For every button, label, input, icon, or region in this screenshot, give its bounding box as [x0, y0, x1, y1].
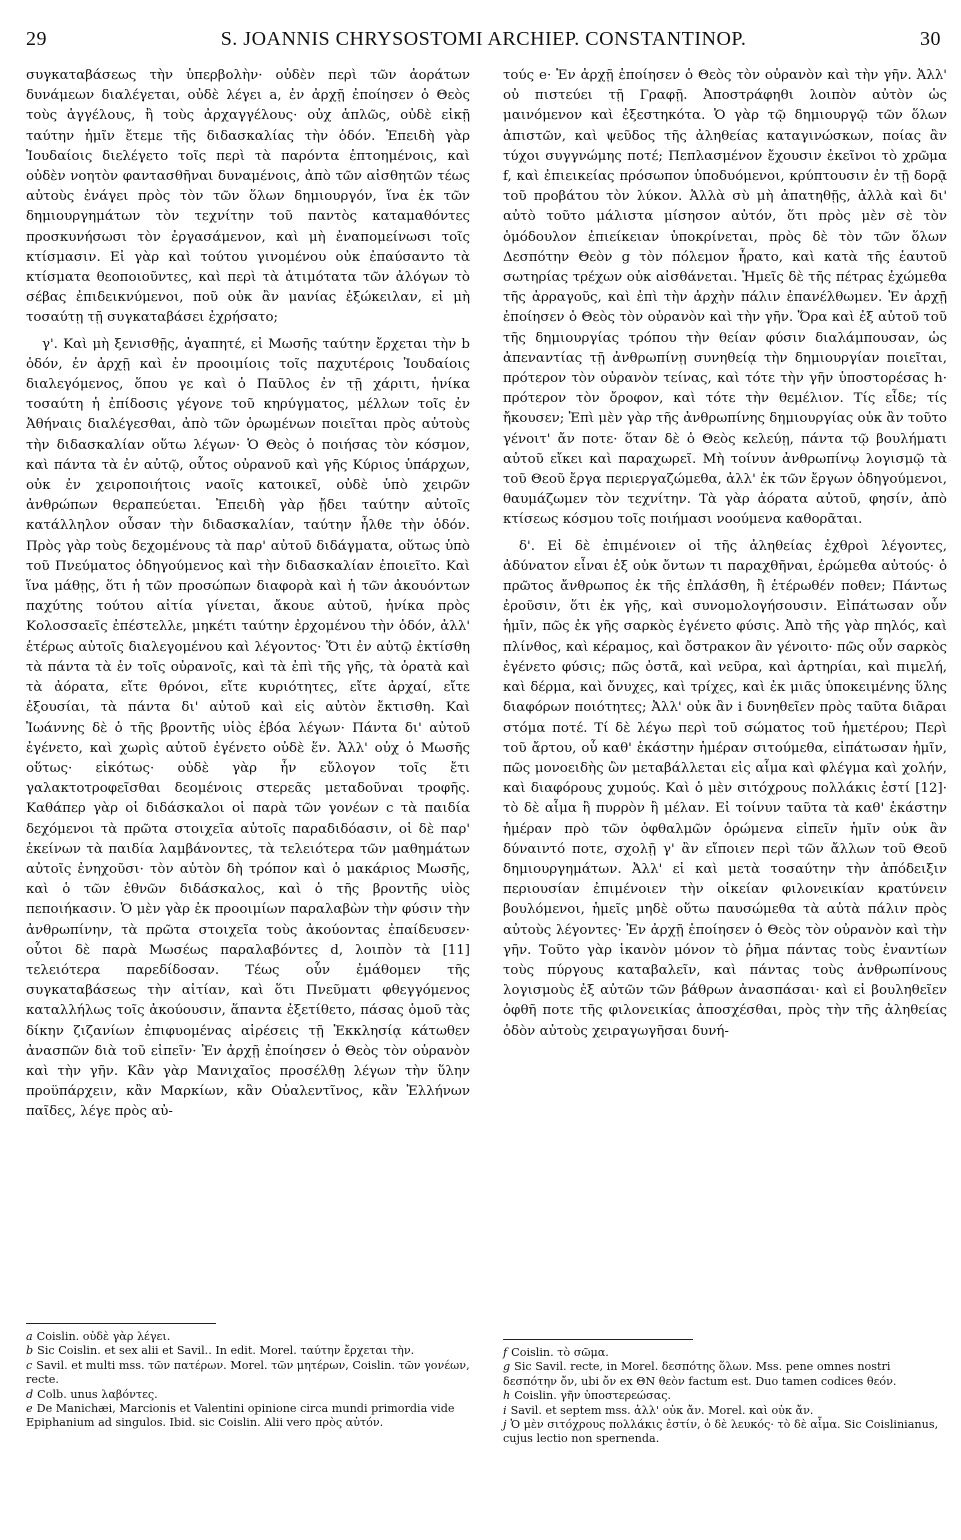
footnote-mark: g	[503, 1360, 511, 1374]
right-paragraph: δ'. Εἰ δὲ ἐπιμένοιεν οἱ τῆς ἀληθείας ἐχθροὶ λέγοντες, ἀδύνατον εἶναι ἐξ οὐκ ὄντων τι παραχθῆναι, ἐρώμεθα αὐτούς· ὁ πρῶτος ἄνθρωπος ἐκ τῆς ἐπλάσθη, ἢ ἑτέρωθέν ποθεν; Πάντως ἐροῦσιν, ὅτι ἐκ γῆς, καὶ συνομολογήσουσιν. Εἰπάτωσαν οὖν ἡμῖν, πῶς ἐκ γῆς σαρκὸς ἐγένετο φύσις. Ἀπὸ τῆς γὰρ πηλός, καὶ πλίνθος, καὶ κέραμος, καὶ ὄστρακον ἂν γένοιτο· πῶς οὖν σαρκὸς ἐγένετο φύσις; πῶς ὀστᾶ, καὶ νεῦρα, καὶ ἀρτηρίαι, καὶ πιμελή, καὶ δέρμα, καὶ ὄνυχες, καὶ τρίχες, καὶ ἐκ μιᾶς ὑποκειμένης ὕλης διαφόρων ποιότητες; Ἀλλ' οὐκ ἂν i δυνηθεῖεν πρὸς ταῦτα διᾶραι στόμα ποτέ. Τί δὲ λέγω περὶ τοῦ σώματος τοῦ ἡμετέρου; Περὶ τοῦ ἄρτου, οὗ καθ' ἑκάστην ἡμέραν σιτούμεθα, εἰπάτωσαν ἡμῖν, πῶς μονοειδὴς ὢν μεταβάλλεται εἰς αἷμα καὶ φλέγμα καὶ χολήν, καὶ διαφόρους χυμούς. Καὶ ὁ μὲν σιτόχρους πολλάκις ἐστί [12]· τὸ δὲ αἷμα ἢ πυρρὸν ἢ μέλαν. Εἰ τοίνυν ταῦτα τὰ καθ' ἑκάστην ἡμέραν πρὸ τῶν ὀφθαλμῶν ὁρώμενα εἰπεῖν ἡμῖν οὐκ ἂν δύναιντό ποτε, σχολῇ γ' ἂν εἴποιεν περὶ τῶν ἄλλων τοῦ Θεοῦ δημιουργημάτων. Ἀλλ' εἰ καὶ μετὰ τοσαύτην τὴν ἀπόδειξιν περιουσίαν ἐπιμένοιεν τὴν οἰκείαν φιλονεικίαν κρατύνειν βουλόμενοι, ἡμεῖς μηδὲ οὕτω παυσώμεθα τὰ αὐτὰ πάλιν πρὸς αὐτοὺς λέγοντες· Ἐν ἀρχῇ ἐποίησεν ὁ Θεὸς τὸν οὐρανὸν καὶ τὴν γῆν. Τοῦτο γὰρ ἱκανὸν μόνον τὸ ῥῆμα πάντας τοὺς ἐναντίων τοὺς πύργους καταβαλεῖν, καὶ πάντας τοὺς ἀνθρωπίνους λογισμοὺς ἐξ αὐτῶν τῶν βάθρων ἀνασπάσαι· καὶ εἰ βουληθεῖεν ὀφθῆ ποτε τῆς φιλονεικίας ἀποσχέσθαι, πρὸς τὴν τῆς ἀληθείας ὁδὸν αὐτοὺς χειραγωγῆσαι δυνή-	[503, 538, 947, 1039]
footnote-text: Colb. unus λαβόντες.	[37, 1387, 158, 1401]
footnote	[26, 1359, 476, 1388]
page-number-right: 30	[920, 28, 941, 50]
footnote-mark: i	[503, 1403, 507, 1417]
footnote	[503, 1360, 947, 1389]
footnote-mark: c	[26, 1358, 33, 1372]
page-number-left: 29	[26, 28, 47, 50]
footnote-mark: a	[26, 1330, 33, 1343]
footnote-mark: j	[503, 1418, 507, 1432]
footnote	[503, 1389, 947, 1403]
footnote	[26, 1388, 476, 1402]
footnotes-right	[503, 1346, 947, 1447]
footnote	[503, 1346, 947, 1360]
footnote-rule-left	[26, 1323, 216, 1324]
footnote-mark: e	[26, 1402, 33, 1416]
footnote	[26, 1330, 476, 1344]
right-paragraph: τούς e· Ἐν ἀρχῇ ἐποίησεν ὁ Θεὸς τὸν οὐρανὸν καὶ τὴν γῆν. Ἀλλ' οὐ πιστεύει τῇ Γραφῇ. Ἀποστράφηθι λοιπὸν αὐτὸν ὡς μαινόμενον καὶ ἐξεστηκότα. Ὁ γὰρ τῷ δημιουργῷ τῶν ὅλων ἀπιστῶν, καὶ ψεῦδος τῆς ἀληθείας καταγινώσκων, ποίας ἂν τύχοι συγγνώμης ποτέ; Πεπλασμένον ἔχουσιν ἐκεῖνοι τὸ χρῶμα f, καὶ ἐπιεικείας πρόσωπον ὑποδυόμενοι, κρύπτουσιν ἐν τῇ δορᾷ τοῦ προβάτου τὸν λύκον. Ἀλλὰ σὺ μὴ ἀπατηθῇς, ἀλλὰ καὶ δι' αὐτὸ τοῦτο μάλιστα μίσησον αὐτόν, ὅτι πρὸς μὲν σὲ τὸν ὁμόδουλον ἐπιείκειαν ὑποκρίνεται, πρὸς δὲ τὸν τῶν ὅλων Δεσπότην Θεὸν g τὸν πόλεμον ἦρατο, καὶ κατὰ τῆς ἑαυτοῦ σωτηρίας τρέχων οὐκ αἰσθάνεται. Ἡμεῖς δὲ τῆς πέτρας ἐχώμεθα τῆς ἀρραγοῦς, καὶ ἐπὶ τὴν ἀρχὴν πάλιν ἐπανέλθωμεν. Ἐν ἀρχῇ ἐποίησεν ὁ Θεὸς τὸν οὐρανὸν καὶ τὴν γῆν. Ὅρα καὶ ἐξ αὐτοῦ τοῦ τῆς δημιουργίας τρόπου τὴν θείαν φύσιν διαλάμπουσαν, ὡς ἀπεναντίας τῇ ἀνθρωπίνῃ συνηθείᾳ τὴν δημιουργίαν ποιεῖται, πρότερον τὸν οὐρανὸν τείνας, καὶ τότε τὴν γῆν ὑποστορέσας h· πρότερον τὸν ὄροφον, καὶ τότε τὴν θεμέλιον. Τίς εἶδε; τίς ἤκουσεν; Ἐπὶ μὲν γὰρ τῆς ἀνθρωπίνης δημιουργίας οὐκ ἂν τοῦτο γένοιτ' ἄν ποτε· ὅταν δὲ ὁ Θεὸς κελεύῃ, πάντα τῷ βουλήματι αὐτοῦ εἴκει καὶ παραχωρεῖ. Μὴ τοίνυν ἀνθρωπίνῳ λογισμῷ τὰ τοῦ Θεοῦ ἔργα περιεργαζώμεθα, ἀλλ' ἐκ τῶν ἔργων ὁδηγούμενοι, θαυμάζωμεν τὸν τεχνίτην. Τὰ γὰρ ἀόρατα αὐτοῦ, φησίν, ἀπὸ κτίσεως κόσμου τοῖς ποιήμασι νοούμενα καθορᾶται.	[503, 68, 947, 528]
footnote-rule-right	[503, 1339, 693, 1340]
right-column	[503, 66, 947, 1322]
footnote-text: Sic Coislin. et sex alii et Savil.. In edit. Morel. ταύτην ἔρχεται τὴν.	[37, 1344, 415, 1358]
footnote-mark: b	[26, 1344, 34, 1358]
footnote	[26, 1402, 476, 1431]
footnote-text: Coislin. οὐδὲ γὰρ λέγει.	[36, 1330, 171, 1343]
footnote-text: Sic Savil. recte, in Morel. δεσπότης ὅλων. Mss. pene omnes nostri δεσπότην ὄν, ubi ὄν ex ΘΝ θεὸν factum est. Duo tamen codices θεόν.	[503, 1360, 897, 1388]
running-title: S. JOANNIS CHRYSOSTOMI ARCHIEP. CONSTANTINOP.	[220, 28, 747, 50]
footnote-mark: d	[26, 1387, 34, 1401]
footnote-text: Savil. et multi mss. τῶν πατέρων. Morel. τῶν μητέρων, Coislin. τῶν γονέων, recte.	[26, 1358, 470, 1387]
footnote-mark: h	[503, 1389, 511, 1403]
footnote-text: De Manichæi, Marcionis et Valentini opinione circa mundi primordia vide Epiphanium ad singulos. Ibid. sic Coislin. Alii vero πρὸς αὐτόν.	[26, 1402, 455, 1430]
running-header	[26, 28, 941, 56]
footnote-text: Savil. et septem mss. ἀλλ' οὐκ ἄν. Morel. καὶ οὐκ ἄν.	[510, 1403, 814, 1417]
footnote	[26, 1344, 476, 1358]
left-paragraph: γ'. Καὶ μὴ ξενισθῇς, ἀγαπητέ, εἰ Μωσῆς ταύτην ἔρχεται τὴν b ὁδόν, ἐν ἀρχῇ καὶ ἐν προοιμίοις τοῖς παχυτέροις Ἰουδαίοις διαλεγόμενος, ὅπου γε καὶ ὁ Παῦλος ἐν τῇ χάριτι, ἡνίκα τοσαύτη ἡ ἐπίδοσις γέγονε τοῦ κηρύγματος, μέλλων τοῖς ἐν Ἀθήναις διαλέγεσθαι, ἀπὸ τῶν ὁρωμένων ποιεῖται πρὸς αὐτοὺς τὴν διδασκαλίαν οὕτω λέγων· Ὁ Θεὸς ὁ ποιήσας τὸν κόσμον, καὶ πάντα τὰ ἐν αὐτῷ, οὗτος οὐρανοῦ καὶ γῆς Κύριος ὑπάρχων, οὐκ ἐν χειροποιήτοις ναοῖς κατοικεῖ, οὐδὲ ὑπὸ χειρῶν ἀνθρώπων θεραπεύεται. Ἐπειδὴ γὰρ ᾔδει ταύτην αὐτοῖς κατάλληλον οὖσαν τὴν διδασκαλίαν, ταύτην ἦλθε τὴν ὁδόν. Πρὸς γὰρ τοὺς δεχομένους τὰ παρ' αὐτοῦ διδάγματα, οὕτως ὑπὸ τοῦ Πνεύματος ὁδηγούμενος καὶ τὴν διδασκαλίαν ἐποιεῖτο. Καὶ ἵνα μάθῃς, ὅτι ἡ τῶν προσώπων διαφορὰ καὶ ἡ τῶν ἀκουόντων παχύτης τούτου αἰτία γίνεται, ἄκουε αὐτοῦ, ἡνίκα πρὸς Κολοσσαεῖς ἐπέστελλε, μηκέτι ταύτην ἐρχομένου τὴν ὁδόν, ἀλλ' ἑτέρως αὐτοῖς διαλεγομένου καὶ λέγοντος· Ὅτι ἐν αὐτῷ ἐκτίσθη τὰ πάντα τὰ ἐν τοῖς οὐρανοῖς, καὶ τὰ ἐπὶ τῆς γῆς, τὰ ὁρατὰ καὶ τὰ ἀόρατα, εἴτε θρόνοι, εἴτε κυριότητες, εἴτε ἀρχαί, εἴτε ἐξουσίαι, τὰ πάντα δι' αὐτοῦ καὶ εἰς αὐτὸν ἔκτισθη. Καὶ Ἰωάννης δὲ ὁ τῆς βροντῆς υἱὸς ἐβόα λέγων· Πάντα δι' αὐτοῦ ἐγένετο, καὶ χωρὶς αὐτοῦ ἐγένετο οὐδὲ ἕν. Ἀλλ' οὐχ ὁ Μωσῆς οὕτως· εἰκότως· οὐδὲ γὰρ ἦν εὔλογον τοῖς ἔτι γαλακτοτροφεῖσθαι δεομένοις στερεᾶς μεταδοῦναι τροφῆς. Καθάπερ γὰρ οἱ διδάσκαλοι οἱ παρὰ τῶν γονέων c τὰ παιδία δεχόμενοι τὰ πρῶτα στοιχεῖα αὐτοῖς παραδιδόασιν, οἱ δὲ παρ' ἐκείνων τὰ παιδία λαμβάνοντες, τὰ τελειότερα τῶν μαθημάτων αὐτοῖς ἐνηχοῦσι· τὸν αὐτὸν δὴ τρόπον καὶ ὁ μακάριος Μωσῆς, καὶ ὁ τῶν ἐθνῶν διδάσκαλος, καὶ ὁ τῆς βροντῆς υἱὸς πεποιήκασιν. Ὁ μὲν γὰρ ἐκ προοιμίων παραλαβὼν τὴν φύσιν τὴν ἀνθρωπίνην, τὰ πρῶτα στοιχεῖα τοὺς ἀκούοντας ἐπαίδευσεν· οὗτοι δὲ παρὰ Μωσέως παραλαβόντες d, λοιπὸν τὰ [11] τελειότερα παρεδίδοσαν. Τέως οὖν ἐμάθομεν τῆς συγκαταβάσεως τὴν αἰτίαν, καὶ ὅτι Πνεῦματι φθεγγόμενος καταλλήλως τοῖς ἀκούουσιν, ἅπαντα ἐξετίθετο, πάσας ὁμοῦ τὰς δίκην ζιζανίων ἐπιφυομένας αἱρέσεις τῇ Ἐκκλησίᾳ κάτωθεν ἀνασπῶν διὰ τοῦ εἰπεῖν· Ἐν ἀρχῇ ἐποίησεν ὁ Θεὸς τὸν οὐρανὸν καὶ τὴν γῆν. Κἂν γὰρ Μανιχαῖος προσέλθῃ λέγων τὴν ὕλην προϋπάρχειν, κἂν Μαρκίων, κἂν Οὐαλεντῖνος, κἂν Ἑλλήνων παῖδες, λέγε πρὸς αὐ-	[26, 336, 470, 1120]
left-paragraph: συγκαταβάσεως τὴν ὑπερβολὴν· οὐδὲν περὶ τῶν ἀοράτων δυνάμεων διαλέγεται, οὐδὲ λέγει a, ἐν ἀρχῇ ἐποίησεν ὁ Θεὸς τοὺς ἀγγέλους, ἢ τοὺς ἀρχαγγέλους· οὐχ ἁπλῶς, οὐδὲ εἰκῇ ταύτην ἡμῖν ἔτεμε τῆς διδασκαλίας τὴν ὁδόν. Ἐπειδὴ γὰρ Ἰουδαίοις διελέγετο τοῖς περὶ τὰ παρόντα ἐπτοημένοις, καὶ οὐδὲν νοητὸν φαντασθῆναι δυναμένοις, ἀπὸ τῶν αἰσθητῶν τέως αὐτοὺς ἐνάγει πρὸς τὸν τῶν ὅλων δημιουργόν, ἵνα ἐκ τῶν δημιουργημάτων τὸν τεχνίτην τοῦ παντὸς καταμαθόντες προσκυνήσωσι τὸν ἐργασάμενον, καὶ μὴ ἐναπομείνωσι τοῖς κτίσμασιν. Εἰ γὰρ καὶ τούτου γινομένου οὐκ ἐπαύσαντο τὰ κτίσματα θεοποιοῦντες, καὶ περὶ τὰ ἀτιμότατα τῶν ἀλόγων τὸ σέβας ἐπιδεικνύμενοι, ποῦ οὐκ ἂν μανίας ἐξώκειλαν, εἰ μὴ τοσαύτῃ τῇ συγκαταβάσει ἐχρήσατο;	[26, 68, 470, 326]
footnote-text: Coislin. τὸ σῶμα.	[511, 1346, 609, 1359]
footnote-text: Coislin. γῆν ὑποστερεώσας.	[514, 1389, 672, 1403]
footnote-mark: f	[503, 1346, 508, 1359]
footnote	[503, 1418, 947, 1447]
footnote-text: Ὁ μὲν σιτόχρους πολλάκις ἐστίν, ὁ δὲ λευκός· τὸ δὲ αἷμα. Sic Coislinianus, cujus lectio non spernenda.	[503, 1418, 939, 1446]
footnotes-left	[26, 1330, 476, 1431]
footnote	[503, 1404, 947, 1418]
left-column	[26, 66, 470, 1296]
